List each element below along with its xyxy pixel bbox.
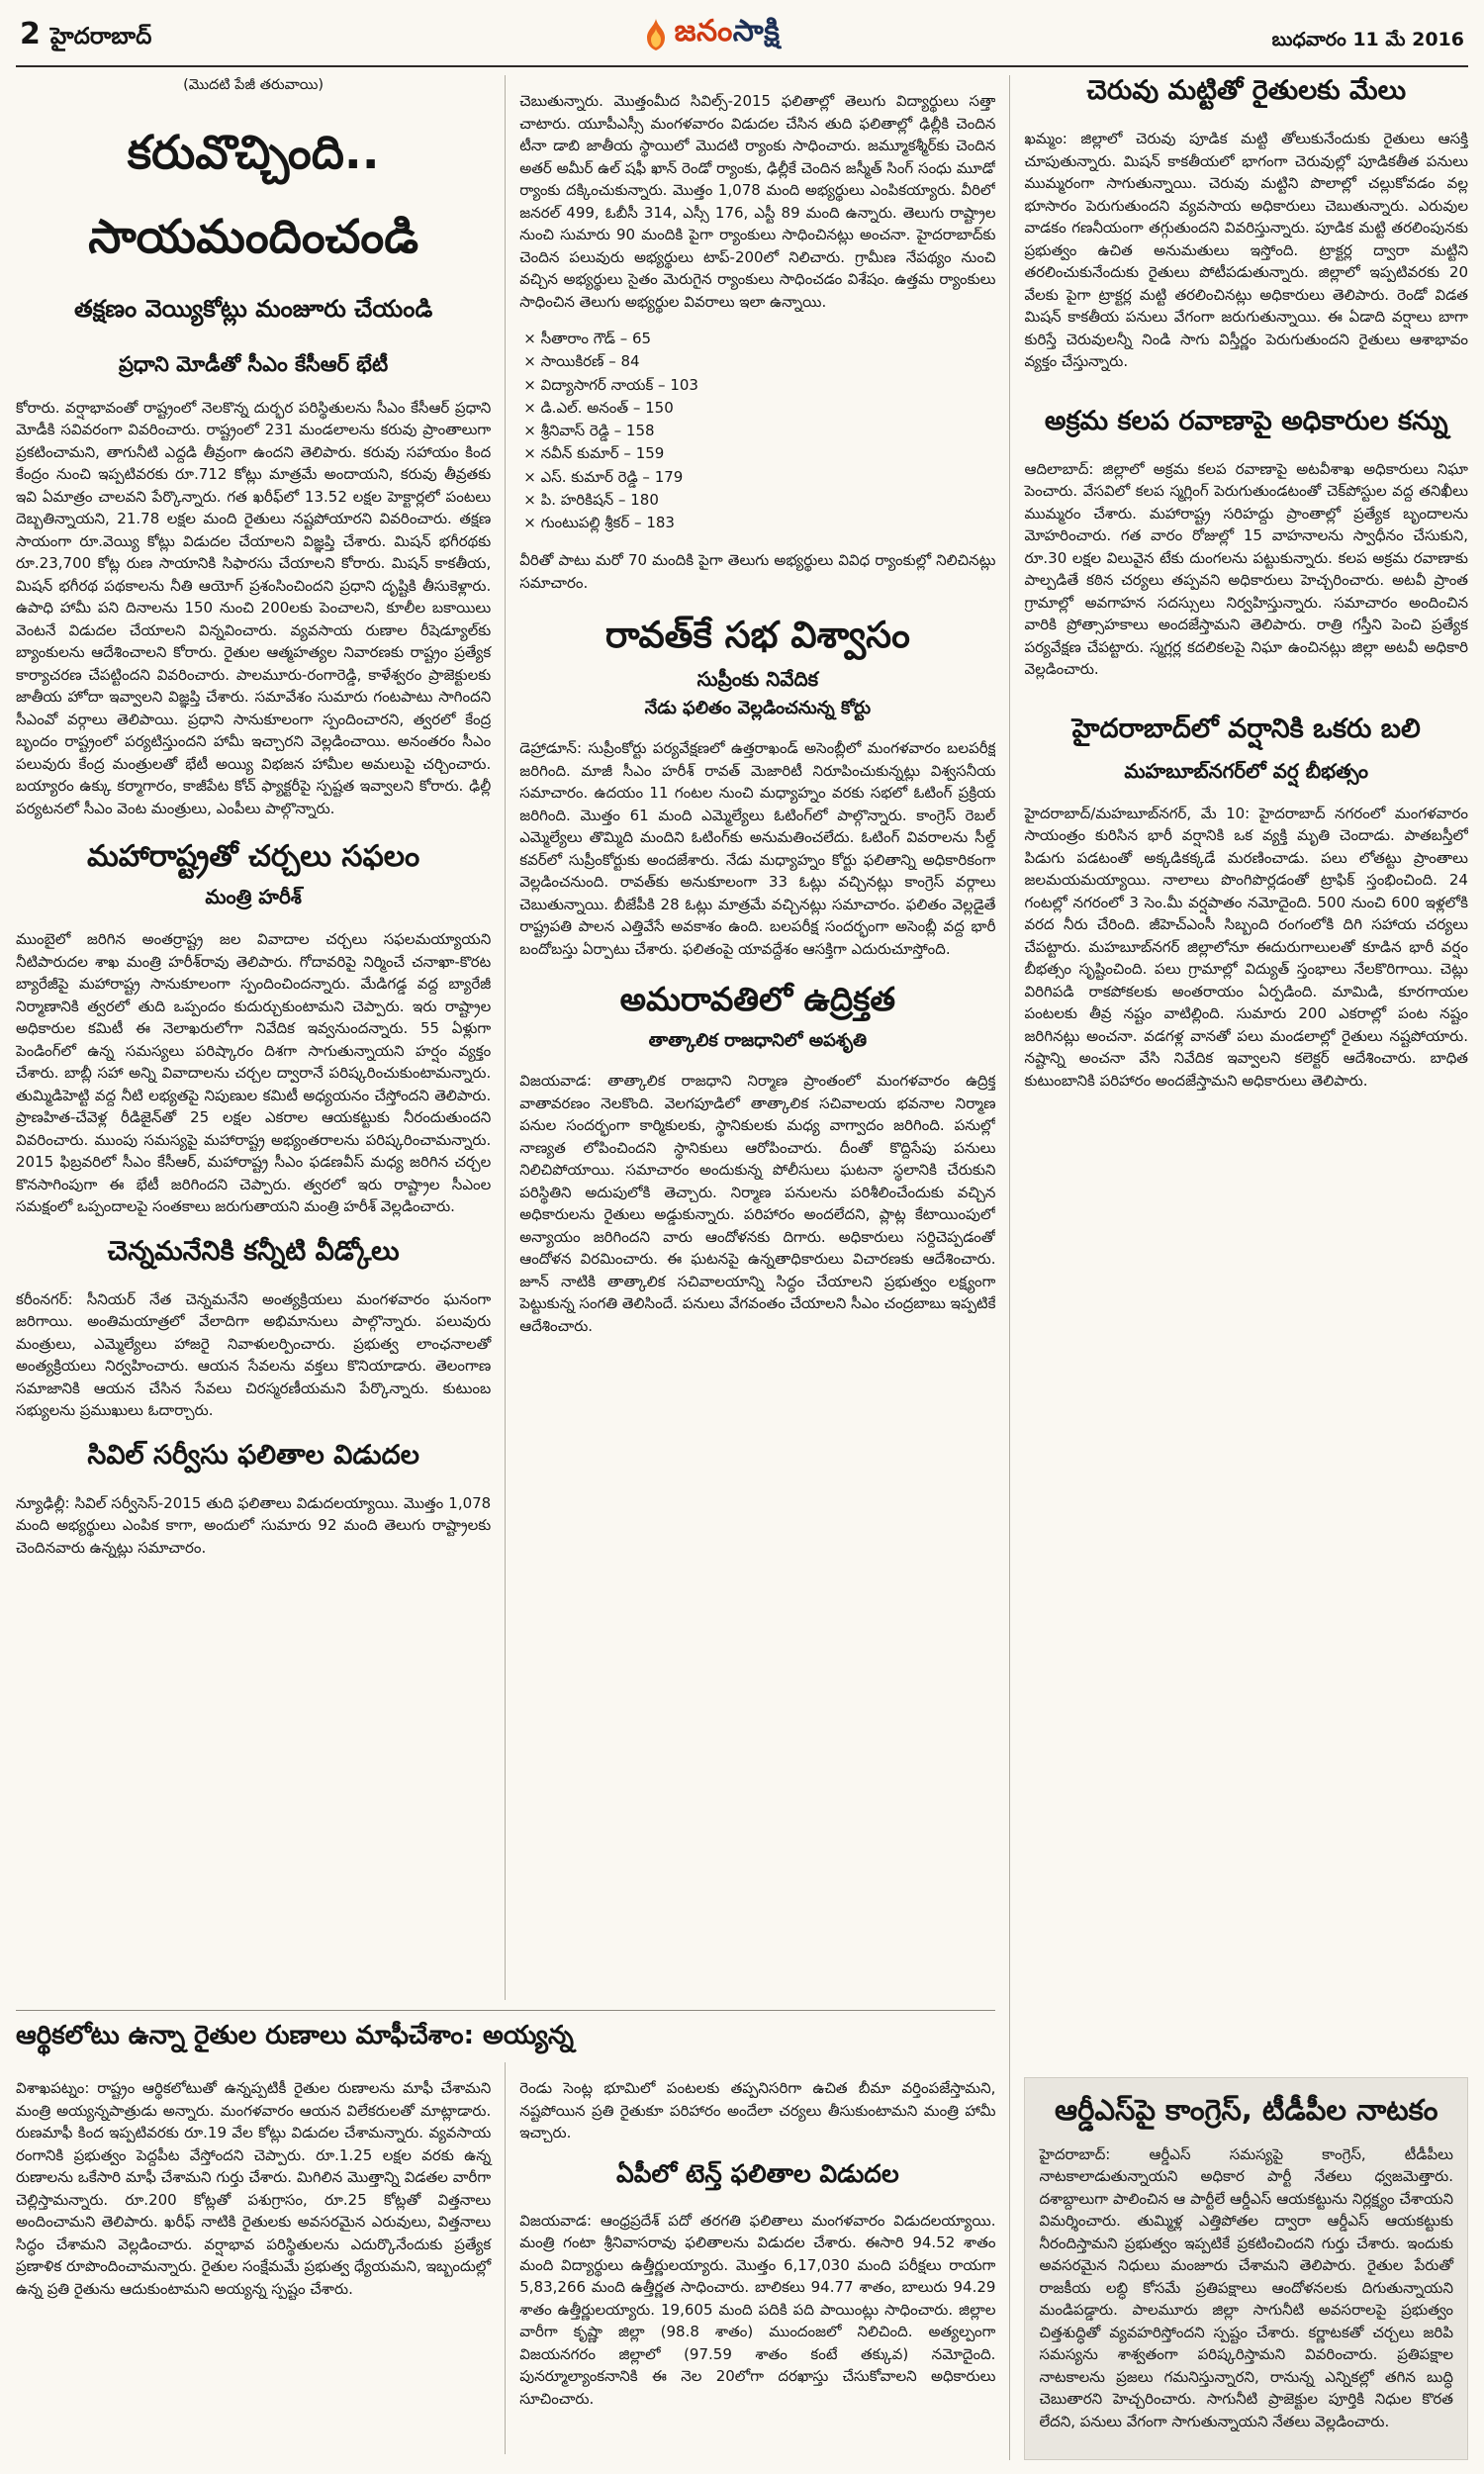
rank-item: × సీతారాం గౌడ్ – 65 — [523, 330, 652, 347]
logo-text-part1: జనం — [674, 14, 733, 48]
rank-item: × శ్రీనివాస్ రెడ్డి – 158 — [523, 422, 655, 439]
logo-text-part2: సాక్షి — [732, 14, 781, 48]
rank-item: × డి.ఎల్. అనంత్ – 150 — [523, 398, 674, 417]
rain-subhead: మహబూబ్‌నగర్‌లో వర్ష బీభత్సం — [1124, 758, 1369, 783]
cheruvu-headline: చెరువు మట్టితో రైతులకు మేలు — [1086, 75, 1407, 106]
article-kalapa — [1024, 388, 1468, 696]
page-content — [16, 67, 1468, 2460]
lead-subhead-2: ప్రధాని మోడీతో సీఎం కేసీఆర్ భేటీ — [118, 351, 389, 376]
tenth-headline: ఏపీలో టెన్త్ ఫలితాల విడుదల — [616, 2158, 899, 2188]
ayyanna-headline: ఆర్థికలోటు ఉన్నా రైతుల రుణాలు మాఫీచేశాం: అయ్యన్న — [16, 2021, 574, 2050]
edition-name: హైదరాబాద్ — [49, 24, 152, 49]
kalapa-body: ఆదిలాబాద్: జిల్లాలో అక్రమ కలప రవాణాపై అటవీశాఖ అధికారులు నిఘా పెంచారు. వేసవిలో కలప స్మగ్లింగ్ పెరుగుతుండటంతో చెక్‌పోస్టుల వద్ద తనిఖీలు ముమ్మరం చేశారు. మహారాష్ట్ర సరిహద్దు ప్రాంతాల్లో ప్రత్యేక బృందాలను మోహరించారు. గత వారం రోజుల్లో 15 వాహనాలను స్వాధీనం చేసుకుని, రూ.30 లక్షల విలువైన టేకు దుంగలను పట్టుకున్నారు. కలప అక్రమ రవాణాకు పాల్పడితే కఠిన చర్యలు తప్పవని అధికారులు హెచ్చరించారు. అటవీ ప్రాంత గ్రామాల్లో అవగాహన సదస్సులు నిర్వహిస్తున్నారు. సమాచారం అందించిన వారికి ప్రోత్సాహకాలు అందజేస్తామని తెలిపారు. రాత్రి గస్తీని పెంచి ప్రత్యేక పర్యవేక్షణ చేపట్టారు. స్మగ్లర్ల కదలికలపై నిఘా ఉంచినట్లు జిల్లా అటవీ అధికారి వెల్లడించారు. — [1024, 459, 1468, 678]
talks-body: ముంబైలో జరిగిన అంతర్రాష్ట్ర జల వివాదాల చర్చలు సఫలమయ్యాయని నీటిపారుదల శాఖ మంత్రి హరీశ్‌రావు తెలిపారు. గోదావరిపై నిర్మించే చనాఖా-కొరట బ్యారేజీపై మహారాష్ట్ర సానుకూలంగా స్పందించిందన్నారు. మేడిగడ్డ వద్ద బ్యారేజీ నిర్మాణానికి త్వరలో తుది ఒప్పందం కుదుర్చుకుంటామని చెప్పారు. ఇరు రాష్ట్రాల అధికారుల కమిటీ ఈ నెలాఖరులోగా నివేదిక ఇవ్వనుందన్నారు. 55 ఏళ్లుగా పెండింగ్‌లో ఉన్న సమస్యలు పరిష్కారం దిశగా సాగుతున్నాయని హర్షం వ్యక్తం చేశారు. బాబ్లీ సహా అన్ని వివాదాలను చర్చల ద్వారానే పరిష్కరించుకుంటామన్నారు. తుమ్మిడిహెట్టి వద్ద నీటి లభ్యతపై నిపుణుల కమిటీ అధ్యయనం చేస్తోందని తెలిపారు. ప్రాణహిత-చేవెళ్ల రీడిజైన్‌తో 25 లక్షల ఎకరాల ఆయకట్టుకు నీరందుతుందని వివరించారు. ముంపు సమస్యపై మహారాష్ట్ర అభ్యంతరాలను పరిష్కరించామన్నారు. 2015 ఫిబ్రవరిలో సీఎం కేసీఆర్, మహారాష్ట్ర సీఎం ఫడణవీస్ మధ్య జరిగిన చర్చల కొనసాగింపుగా ఈ భేటీ జరిగిందని చెప్పారు. త్వరలో ఇరు రాష్ట్రాల సీఎంల సమక్షంలో ఒప్పందాలపై సంతకాలు జరుగుతాయని మంత్రి హరీశ్ వెల్లడించారు. — [16, 930, 492, 1216]
logo-text — [675, 14, 781, 55]
masthead — [16, 6, 1468, 67]
ayyanna-body-left: విశాఖపట్నం: రాష్ట్రం ఆర్థికలోటుతో ఉన్నప్పటికీ రైతుల రుణాలను మాఫీ చేశామని మంత్రి అయ్యన్నపాత్రుడు అన్నారు. మంగళవారం ఆయన విలేకరులతో మాట్లాడారు. రుణమాఫీ కింద ఇప్పటివరకు రూ.19 వేల కోట్లు విడుదల చేశామన్నారు. వ్యవసాయ రంగానికి ప్రభుత్వం పెద్దపీట వేస్తోందని చెప్పారు. రూ.1.25 లక్షల వరకు ఉన్న రుణాలను ఒకేసారి మాఫీ చేశామని గుర్తు చేశారు. మిగిలిన మొత్తాన్ని విడతల వారీగా చెల్లిస్తామన్నారు. రూ.200 కోట్లతో పశుగ్రాసం, రూ.25 కోట్లతో విత్తనాలు అందించామని తెలిపారు. ఖరీఫ్ నాటికి రైతులకు అవసరమైన ఎరువులు, విత్తనాలు సిద్ధం చేశామని వెల్లడించారు. వర్షాభావ పరిస్థితులను ఎదుర్కొనేందుకు ప్రత్యేక ప్రణాళిక రూపొందించామన్నారు. రైతుల సంక్షేమమే ప్రభుత్వ ధ్యేయమని, ఇబ్బందుల్లో ఉన్న ప్రతి రైతును ఆదుకుంటామని అయ్యన్న స్పష్టం చేశారు. — [16, 2079, 492, 2298]
farewell-body: కరీంనగర్: సీనియర్ నేత చెన్నమనేని అంత్యక్రియలు మంగళవారం ఘనంగా జరిగాయి. అంతిమయాత్రలో వేలాదిగా అభిమానులు పాల్గొన్నారు. పలువురు మంత్రులు, ఎమ్మెల్యేలు హాజరై నివాళులర్పించారు. ప్రభుత్వ లాంఛనాలతో అంత్యక్రియలు నిర్వహించారు. ఆయన సేవలను వక్తలు కొనియాడారు. తెలంగాణ సమాజానికి ఆయన చేసిన సేవలు చిరస్మరణీయమని పేర్కొన్నారు. కుటుంబ సభ్యులను ప్రముఖులు ఓదార్చారు. — [16, 1289, 492, 1420]
article-cheruvu — [1024, 75, 1468, 388]
cheruvu-body: ఖమ్మం: జిల్లాలో చెరువు పూడిక మట్టి తోలుకునేందుకు రైతులు ఆసక్తి చూపుతున్నారు. మిషన్ కాకతీయలో భాగంగా చెరువుల్లో పూడికతీత పనులు ముమ్మరంగా సాగుతున్నాయి. చెరువు మట్టిని పొలాల్లో చల్లుకోవడం వల్ల భూసారం పెరుగుతుందని వ్యవసాయ అధికారులు చెబుతున్నారు. ఎరువుల వాడకం గణనీయంగా తగ్గుతుందని వివరిస్తున్నారు. పూడిక మట్టి తరలింపునకు ప్రభుత్వం ఉచిత అనుమతులు ఇస్తోంది. ట్రాక్టర్ల ద్వారా మట్టిని తరలించుకునేందుకు రైతులు పోటీపడుతున్నారు. జిల్లాలో ఇప్పటివరకు 20 వేలకు పైగా ట్రాక్టర్ల మట్టి తరలించినట్లు అధికారులు తెలిపారు. రెండో విడత మిషన్ కాకతీయ పనులు వేగంగా జరుగుతున్నాయి. ఈ ఏడాది వర్షాలు బాగా కురిస్తే చెరువులన్నీ నిండి సాగు విస్తీర్ణం పెరుగుతుందని రైతులు ఆశాభావం వ్యక్తం చేస్తున్నారు. — [1024, 130, 1468, 370]
rds-headline: ఆర్డీఎస్‌పై కాంగ్రెస్, టీడీపీల నాటకం — [1055, 2093, 1438, 2128]
page-number: 2 — [20, 17, 41, 51]
rawat-subhead-1: సుప్రీంకు నివేదిక — [696, 667, 819, 692]
rank-item: × గుంటుపల్లి శ్రీకర్ – 183 — [523, 514, 675, 531]
band-right-col — [506, 2062, 995, 2454]
farewell-headline: చెన్నమనేనికి కన్నీటి వీడ్కోలు — [107, 1235, 400, 1267]
rank-item: × నవీన్ కుమార్ – 159 — [523, 444, 665, 463]
continuation-outro: వీరితో పాటు మరో 70 మందికి పైగా తెలుగు అభ్యర్థులు వివిధ ర్యాంకుల్లో నిలిచినట్లు సమాచారం. — [519, 551, 996, 592]
article-amaravati — [519, 980, 995, 1337]
edition-date: బుధవారం 11 మే 2016 — [1271, 29, 1464, 50]
amaravati-body: విజయవాడ: తాత్కాలిక రాజధాని నిర్మాణ ప్రాంతంలో మంగళవారం ఉద్రిక్త వాతావరణం నెలకొంది. వెలగపూడిలో తాత్కాలిక సచివాలయ భవనాల నిర్మాణ పనుల సందర్భంగా కార్మికులకు, స్థానికులకు మధ్య వాగ్వాదం జరిగింది. పనుల్లో నాణ్యత లోపించిందని స్థానికులు ఆరోపించారు. దీంతో కొద్దిసేపు పనులు నిలిచిపోయాయి. సమాచారం అందుకున్న పోలీసులు ఘటనా స్థలానికి చేరుకుని పరిస్థితిని అదుపులోకి తెచ్చారు. నిర్మాణ పనులను పరిశీలించేందుకు వచ్చిన అధికారులను రైతులు అడ్డుకున్నారు. పరిహారం అందలేదని, ప్లాట్ల కేటాయింపులో అన్యాయం జరిగిందని వారు ఆందోళనకు దిగారు. అధికారులు సర్దిచెప్పడంతో ఆందోళన విరమించారు. ఈ ఘటనపై ఉన్నతాధికారులు విచారణకు ఆదేశించారు. జూన్ నాటికి తాత్కాలిక సచివాలయాన్ని సిద్ధం చేయాలని ప్రభుత్వం లక్ష్యంగా పెట్టుకున్న సంగతి తెలిసిందే. పనులు వేగవంతం చేయాలని సీఎం చంద్రబాబు ఇప్పటికే ఆదేశించారు. — [519, 1072, 996, 1335]
tenth-body: విజయవాడ: ఆంధ్రప్రదేశ్ పదో తరగతి ఫలితాలు మంగళవారం విడుదలయ్యాయి. మంత్రి గంటా శ్రీనివాసరావు ఫలితాలను విడుదల చేశారు. ఈసారి 94.52 శాతం మంది విద్యార్థులు ఉత్తీర్ణులయ్యారు. మొత్తం 6,17,030 మంది పరీక్షలు రాయగా 5,83,266 మంది ఉత్తీర్ణత సాధించారు. బాలికలు 94.77 శాతం, బాలురు 94.29 శాతం ఉత్తీర్ణులయ్యారు. 19,605 మంది పదికి పది పాయింట్లు సాధించారు. జిల్లాల వారీగా కృష్ణా జిల్లా (98.8 శాతం) ముందంజలో నిలిచింది. అత్యల్పంగా విజయనగరం జిల్లాలో (97.59 శాతం కంటే తక్కువ) నమోదైంది. పునర్మూల్యాంకనానికి ఈ నెల 20లోగా దరఖాస్తు చేసుకోవాలని అధికారులు సూచించారు. — [519, 2211, 996, 2408]
rawat-subhead-2: నేడు ఫలితం వెల్లడించనున్న కోర్టు — [644, 698, 872, 719]
rawat-body: డెహ్రాడూన్: సుప్రీంకోర్టు పర్యవేక్షణలో ఉత్తరాఖండ్ అసెంబ్లీలో మంగళవారం బలపరీక్ష జరిగింది. మాజీ సీఎం హరీశ్ రావత్ మెజారిటీ నిరూపించుకున్నట్లు విశ్వసనీయ సమాచారం. ఉదయం 11 గంటల నుంచి మధ్యాహ్నం వరకు సభలో ఓటింగ్ ప్రక్రియ జరిగింది. మొత్తం 61 మంది ఎమ్మెల్యేలు ఓటింగ్‌లో పాల్గొన్నారు. కాంగ్రెస్ రెబల్ ఎమ్మెల్యేలు తొమ్మిది మందిని ఓటింగ్‌కు అనుమతించలేదు. ఓటింగ్ వివరాలను సీల్డ్ కవర్‌లో సుప్రీంకోర్టుకు అందజేశారు. నేడు మధ్యాహ్నం కోర్టు ఫలితాన్ని అధికారికంగా వెల్లడించనుంది. రావత్‌కు అనుకూలంగా 33 ఓట్లు వచ్చినట్లు కాంగ్రెస్ వర్గాలు చెబుతున్నాయి. బీజేపీకి 28 ఓట్లు మాత్రమే వచ్చినట్లు సమాచారం. ఫలితం వెల్లడైతే రాష్ట్రపతి పాలన ఎత్తివేసే అవకాశం ఉంది. బలపరీక్ష సందర్భంగా అసెంబ్లీ వద్ద భారీ బందోబస్తు ఏర్పాటు చేశారు. ఫలితంపై యావద్దేశం ఆసక్తిగా ఎదురుచూస్తోంది. — [519, 739, 996, 958]
amaravati-subhead: తాత్కాలిక రాజధానిలో అపశృతి — [648, 1030, 868, 1052]
civils-headline: సివిల్ సర్వీసు ఫలితాల విడుదల — [87, 1439, 419, 1471]
rank-item: × ఎస్. కుమార్ రెడ్డి – 179 — [523, 467, 684, 486]
continuation-body: చెబుతున్నారు. మొత్తంమీద సివిల్స్-2015 ఫలితాల్లో తెలుగు విద్యార్థులు సత్తా చాటారు. యూపీఎస్సీ మంగళవారం విడుదల చేసిన తుది ఫలితాల్లో ఢిల్లీకి చెందిన టీనా డాబి జాతీయ స్థాయిలో మొదటి ర్యాంకు సాధించారు. జమ్మూకశ్మీర్‌కు చెందిన అతర్ అమీర్ ఉల్ షఫీ ఖాన్ రెండో ర్యాంకు, ఢిల్లీకే చెందిన జస్మీత్ సింగ్ సంధు మూడో ర్యాంకు దక్కించుకున్నారు. మొత్తం 1,078 మంది అభ్యర్థులు ఎంపికయ్యారు. వీరిలో జనరల్ 499, ఓబీసీ 314, ఎస్సీ 176, ఎస్టీ 89 మంది ఉన్నారు. తెలుగు రాష్ట్రాల నుంచి సుమారు 90 మందికి పైగా ర్యాంకులు సాధించినట్లు అంచనా. హైదరాబాద్‌కు చెందిన పలువురు అభ్యర్థులు టాప్-200లో నిలిచారు. గ్రామీణ నేపథ్యం నుంచి వచ్చిన అభ్యర్థులు సైతం మెరుగైన ర్యాంకులు సాధించడం విశేషం. ఉత్తమ ర్యాంకులు సాధించిన తెలుగు అభ్యర్థుల వివరాలు ఇలా ఉన్నాయి. — [519, 92, 996, 311]
ayyanna-body-right: రెండు సెంట్ల భూమిలో పంటలకు తప్పనిసరిగా ఉచిత బీమా వర్తింపజేస్తామని, నష్టపోయిన ప్రతి రైతుకూ పరిహారం అందేలా చర్యలు తీసుకుంటామని మంత్రి హామీ ఇచ్చారు. — [519, 2079, 996, 2141]
article-tenth-results — [519, 2159, 995, 2411]
article-civils-continuation — [519, 90, 995, 594]
rawat-headline: రావత్‌కే సభ విశ్వాసం — [604, 614, 910, 657]
column-1 — [16, 75, 506, 2000]
lead-headline-line1: కరువొచ్చింది.. — [127, 126, 380, 181]
rank-item: × సాయికిరణ్ – 84 — [523, 352, 640, 371]
ayyanna-body-left-col — [16, 2062, 506, 2454]
amaravati-headline: అమరావతిలో ఉద్రిక్తత — [619, 980, 896, 1019]
talks-headline: మహారాష్ట్రతో చర్చలు సఫలం — [86, 839, 420, 875]
article-rain — [1024, 696, 1468, 1107]
rain-headline: హైదరాబాద్‌లో వర్షానికి ఒకరు బలి — [1071, 713, 1421, 744]
lead-subhead-1: తక్షణం వెయ్యికోట్లు మంజూరు చేయండి — [74, 294, 433, 323]
article-rawat — [519, 614, 995, 960]
masthead-left — [20, 17, 151, 55]
article-civils-results — [16, 1440, 491, 1560]
upper-two-columns — [16, 75, 995, 2000]
newspaper-logo — [644, 14, 781, 55]
talks-subhead: మంత్రి హరీశ్ — [205, 885, 302, 909]
rank-item: × విద్యాసాగర్ నాయక్ – 103 — [523, 375, 698, 394]
rain-body: హైదరాబాద్/మహబూబ్‌నగర్, మే 10: హైదరాబాద్ నగరంలో మంగళవారం సాయంత్రం కురిసిన భారీ వర్షానికి ఒక వ్యక్తి మృతి చెందాడు. పాతబస్తీలో పిడుగు పడటంతో అక్కడికక్కడే మరణించాడు. పలు లోతట్టు ప్రాంతాలు జలమయమయ్యాయి. నాలాలు పొంగిపొర్లడంతో ట్రాఫిక్ స్తంభించింది. 24 గంటల్లో నగరంలో 3 సెం.మీ వర్షపాతం నమోదైంది. 500 నుంచి 600 ఇళ్లలోకి వరద నీరు చేరింది. జీహెచ్ఎంసీ సిబ్బంది రంగంలోకి దిగి సహాయ చర్యలు చేపట్టారు. మహబూబ్‌నగర్ జిల్లాలోనూ ఈదురుగాలులతో కూడిన భారీ వర్షం బీభత్సం సృష్టించింది. పలు గ్రామాల్లో విద్యుత్ స్తంభాలు నేలకొరిగాయి. చెట్లు విరిగిపడి రాకపోకలకు అంతరాయం ఏర్పడింది. మామిడి, కూరగాయల పంటలకు తీవ్ర నష్టం వాటిల్లింది. సుమారు 200 ఎకరాల్లో పంట నష్టం జరిగినట్లు అంచనా. వడగళ్ల వానతో పలు మండలాల్లో రైతులు నష్టపోయారు. నష్టాన్ని అంచనా వేసి నివేదిక ఇవ్వాలని కలెక్టర్ ఆదేశించారు. బాధిత కుటుంబానికి పరిహారం అందజేస్తామని అధికారులు తెలిపారు. — [1024, 804, 1468, 1090]
civils-body: న్యూఢిల్లీ: సివిల్ సర్వీసెస్-2015 తుది ఫలితాలు విడుదలయ్యాయి. మొత్తం 1,078 మంది అభ్యర్థులు ఎంపిక కాగా, అందులో సుమారు 92 మంది తెలుగు రాష్ట్రాలకు చెందినవారు ఉన్నట్లు సమాచారం. — [16, 1493, 492, 1557]
civils-rank-list — [519, 328, 995, 534]
article-maharashtra-talks — [16, 839, 491, 1218]
bottom-band — [16, 2010, 995, 2460]
flame-icon — [644, 19, 668, 50]
band-columns — [16, 2062, 995, 2454]
rds-body: హైదరాబాద్: ఆర్డీఎస్ సమస్యపై కాంగ్రెస్, టీడీపీలు నాటకాలాడుతున్నాయని అధికార పార్టీ నేతలు ధ్వజమెత్తారు. దశాబ్దాలుగా పాలించిన ఆ పార్టీలే ఆర్డీఎస్ ఆయకట్టును నిర్లక్ష్యం చేశాయని విమర్శించారు. తుమ్మిళ్ల ఎత్తిపోతల ద్వారా ఆర్డీఎస్ ఆయకట్టుకు నీరందిస్తామని ప్రభుత్వం ఇప్పటికే ప్రకటించిందని గుర్తు చేశారు. ఇందుకు అవసరమైన నిధులు మంజూరు చేశామని తెలిపారు. రైతుల పేరుతో రాజకీయ లబ్ధి కోసమే ప్రతిపక్షాలు ఆందోళనలకు దిగుతున్నాయని మండిపడ్డారు. పాలమూరు జిల్లా సాగునీటి అవసరాలపై ప్రభుత్వం చిత్తశుద్ధితో వ్యవహరిస్తోందని స్పష్టం చేశారు. కర్ణాటకతో చర్చలు జరిపి సమస్యను శాశ్వతంగా పరిష్కరిస్తామని వివరించారు. ప్రతిపక్షాల నాటకాలను ప్రజలు గమనిస్తున్నారని, రానున్న ఎన్నికల్లో తగిన బుద్ధి చెబుతారని హెచ్చరించారు. సాగునీటి ప్రాజెక్టుల పూర్తికి నిధుల కొరత లేదని, పనులు వేగంగా సాగుతున్నాయని నేతలు వెల్లడించారు. — [1039, 2144, 1453, 2430]
article-lead — [16, 77, 491, 819]
column-2 — [506, 75, 995, 2000]
rank-item: × పి. హరికిషన్ – 180 — [523, 490, 659, 509]
kalapa-headline: అక్రమ కలప రవాణాపై అధికారుల కన్ను — [1044, 405, 1448, 436]
left-region — [16, 75, 1010, 2460]
lead-kicker: (మొదటి పేజీ తరువాయి) — [183, 77, 325, 93]
lead-headline-line2: సాయమందించండి — [88, 209, 419, 264]
article-rds-box — [1024, 2077, 1468, 2460]
column-3 — [1010, 75, 1468, 2460]
lead-body: కోరారు. వర్షాభావంతో రాష్ట్రంలో నెలకొన్న దుర్భర పరిస్థితులను సీఎం కేసీఆర్ ప్రధాని మోడీకి సవివరంగా వివరించారు. రాష్ట్రంలో 231 మండలాలను కరువు ప్రాంతాలుగా ప్రకటించామని, తాగునీటి ఎద్దడి తీవ్రంగా ఉందని తెలిపారు. కరువు సహాయం కింద కేంద్రం నుంచి ఇప్పటివరకు రూ.712 కోట్లు మాత్రమే అందాయని, కరువు తీవ్రతకు ఇవి ఏమాత్రం చాలవని పేర్కొన్నారు. గత ఖరీఫ్‌లో 13.52 లక్షల హెక్టార్లలో పంటలు దెబ్బతిన్నాయని, 21.78 లక్షల మంది రైతులు నష్టపోయారని వివరించారు. తక్షణ సాయంగా రూ.వెయ్యి కోట్లు విడుదల చేయాలని విజ్ఞప్తి చేశారు. మిషన్ భగీరథకు రూ.23,700 కోట్ల రుణ సాయానికి సిఫారసు చేయాలని కోరారు. మిషన్ కాకతీయ, మిషన్ భగీరథ పథకాలను నీతి ఆయోగ్ ప్రశంసించిందని ప్రధాని దృష్టికి తీసుకెళ్లారు. ఉపాధి హామీ పని దినాలను 150 నుంచి 200లకు పెంచాలని, కూలీల బకాయిలు వెంటనే విడుదల చేయాలని విన్నవించారు. వ్యవసాయ రుణాల రీషెడ్యూల్‌కు బ్యాంకులను ఆదేశించాలని కోరారు. రైతుల ఆత్మహత్యల నివారణకు రాష్ట్రం ప్రత్యేక కార్యాచరణ చేపట్టిందని వివరించారు. పాలమూరు-రంగారెడ్డి, కాళేశ్వరం ప్రాజెక్టులకు జాతీయ హోదా ఇవ్వాలని విజ్ఞప్తి చేశారు. సమావేశం సుమారు గంటపాటు సాగిందని సీఎంవో వర్గాలు తెలిపాయి. ప్రధాని సానుకూలంగా స్పందించారని, త్వరలో కేంద్ర బృందం రాష్ట్రంలో పర్యటిస్తుందని హామీ ఇచ్చారని వెల్లడించాయి. అనంతరం సీఎం పలువురు కేంద్ర మంత్రులతో భేటీ అయ్యి విభజన హామీల అమలుపై చర్చించారు. బయ్యారం ఉక్కు కర్మాగారం, కాజీపేట కోచ్ ఫ్యాక్టరీపై స్పష్టత ఇవ్వాలని కోరారు. ఢిల్లీ పర్యటనలో సీఎం వెంట మంత్రులు, ఎంపీలు పాల్గొన్నారు. — [16, 398, 492, 817]
article-chennamaneni-farewell — [16, 1236, 491, 1422]
